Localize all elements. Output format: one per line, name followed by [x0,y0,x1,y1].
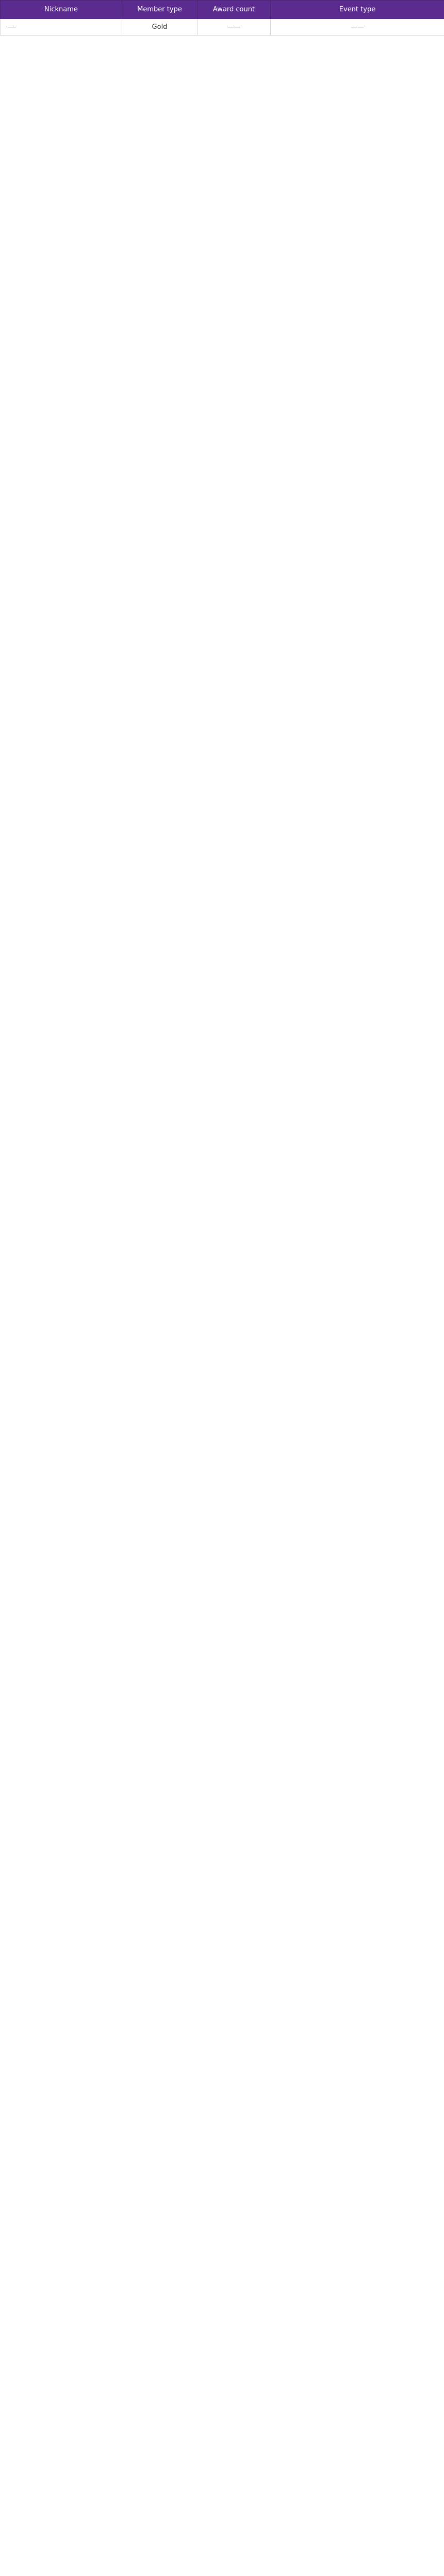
col-header-award-count: Award count [198,1,271,19]
cell-award-count: —— [198,19,271,36]
col-header-nickname: Nickname [1,1,122,19]
cell-member-type: Gold [122,19,198,36]
col-header-event-type: Event type [271,1,444,19]
table-body [1,19,444,36]
table-row [1,19,444,36]
cell-event-type: —— [271,19,444,36]
table-header-row [1,1,444,19]
col-header-member-type: Member type [122,1,198,19]
cell-nickname: —— [1,19,122,36]
award-table [0,0,444,36]
